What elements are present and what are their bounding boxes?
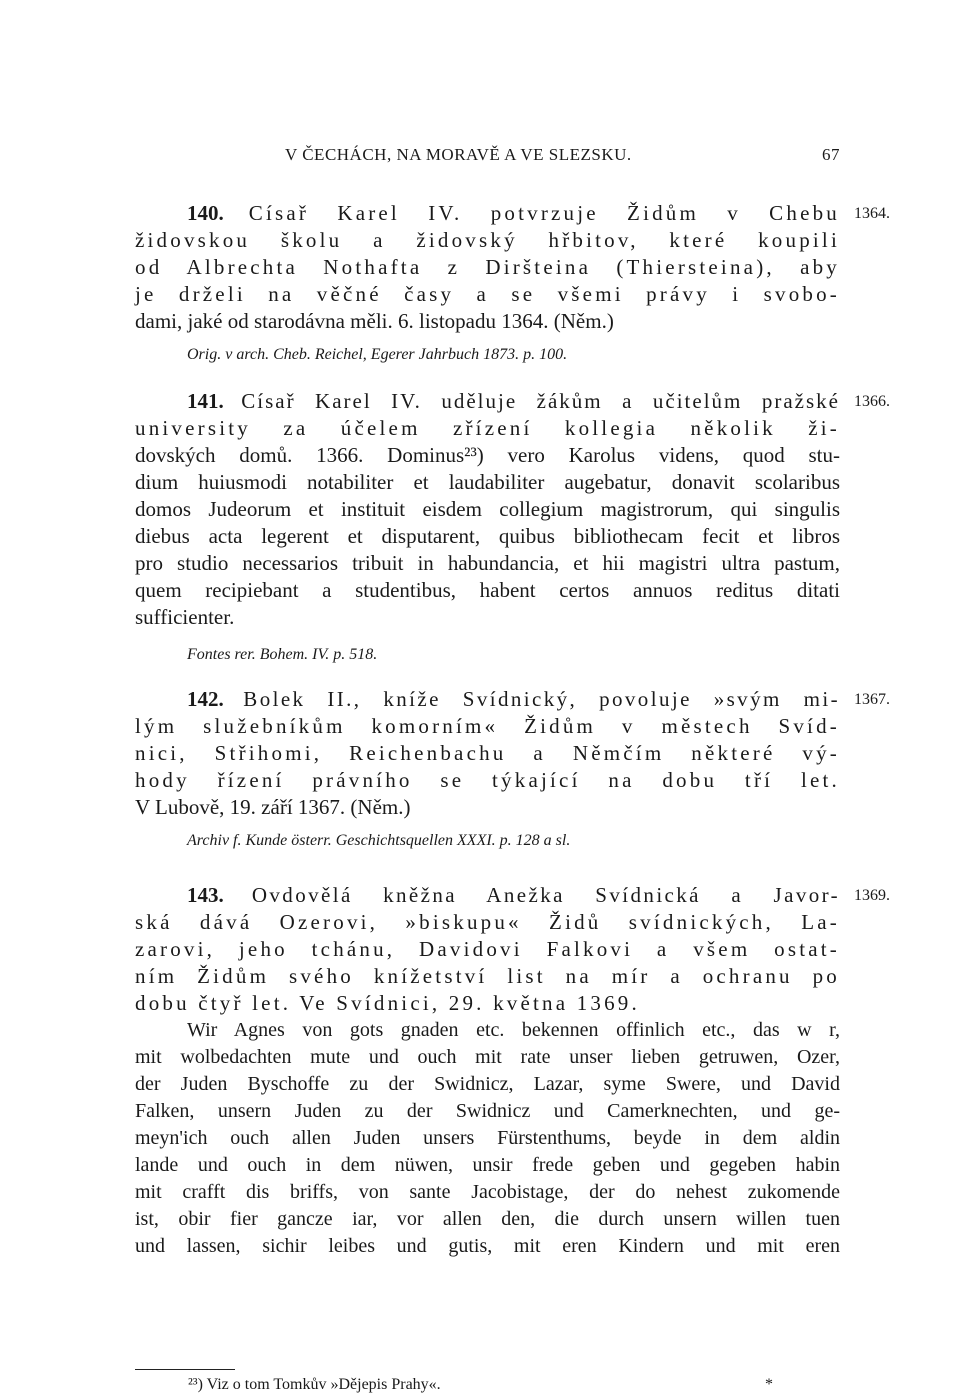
- charter-line: mit crafft dis briffs, von sante Jacobistage, der do nehest zukomende: [135, 1181, 840, 1203]
- source-reference: Orig. v arch. Cheb. Reichel, Egerer Jahrbuch 1873. p. 100.: [187, 346, 568, 363]
- footnote: ²³) Viz o tom Tomkův »Dějepis Prahy«.: [188, 1376, 441, 1393]
- entry-year: 1366.: [854, 393, 890, 410]
- charter-line: Wir Agnes von gots gnaden etc. bekennen offinlich etc., das w r,: [187, 1019, 840, 1041]
- entry-line: dium huiusmodi notabiliter et laudabiliter augebatur, donavit scolaribus: [135, 470, 840, 494]
- entry-line: židovskou školu a židovský hřbitov, které koupili: [135, 228, 840, 252]
- entry-line: ská dává Ozerovi, »biskupu« Židů svídnických, La-: [135, 910, 840, 934]
- charter-line: meyn'ich ouch allen Juden unsers Fürstenthums, beyde in dem aldin: [135, 1127, 840, 1149]
- page-number: 67: [822, 145, 840, 164]
- charter-line: und lassen, sichir leibes und gutis, mit eren Kindern und mit eren: [135, 1235, 840, 1257]
- entry-line: nici, Střihomi, Reichenbachu a Němčím některé vý-: [135, 741, 840, 765]
- header-title: V ČECHÁCH, NA MORAVĚ A VE SLEZSKU.: [285, 145, 632, 164]
- entry-line: dami, jaké od starodávna měli. 6. listopadu 1364. (Něm.): [135, 309, 614, 333]
- entry-line: 142. Bolek II., kníže Svídnický, povoluje »svým mi-: [187, 687, 841, 711]
- entry-year: 1364.: [854, 205, 890, 222]
- entry-line: dobu čtyř let. Ve Svídnici, 29. května 1369.: [135, 991, 640, 1015]
- entry-line: dovských domů. 1366. Dominus²³) vero Karolus videns, quod stu-: [135, 443, 840, 467]
- entry-line: zarovi, jeho tchánu, Davidovi Falkovi a všem ostat-: [135, 937, 840, 961]
- entry-number: 141.: [187, 389, 224, 413]
- entry-line: 143. Ovdovělá kněžna Anežka Svídnická a Javor-: [187, 883, 841, 907]
- entry-line: ním Židům svého knížetství list na mír a ochranu po: [135, 964, 840, 988]
- page-mark: *: [765, 1376, 773, 1393]
- entry-line: domos Judeorum et instituit eisdem collegium magistrorum, qui singulis: [135, 497, 840, 521]
- entry-line: je drželi na věčné časy a se všemi právy i svobo-: [135, 282, 840, 306]
- entry-line: diebus acta legerent et disputarent, quibus bibliothecam fecit et libros: [135, 524, 840, 548]
- source-reference: Fontes rer. Bohem. IV. p. 518.: [187, 646, 378, 663]
- entry-line: university za účelem zřízení kollegia několik ži-: [135, 416, 840, 440]
- entry-line: od Albrechta Nothafta z Diršteina (Thiersteina), aby: [135, 255, 840, 279]
- entry-line: pro studio necessarios tribuit in habundancia, et hii magistri ultra pastum,: [135, 551, 840, 575]
- entry-140: [135, 200, 890, 368]
- entry-number: 140.: [187, 201, 224, 225]
- entry-142: [135, 686, 890, 854]
- charter-line: lande und ouch in dem nüwen, unsir frede geben und gegeben habin: [135, 1154, 840, 1176]
- charter-line: Falken, unsern Juden zu der Swidnicz und Camerknechten, und ge-: [135, 1100, 840, 1122]
- entry-line: lým služebníkům komorním« Židům v městech Svíd-: [135, 714, 840, 738]
- charter-line: ist, obir fier gancze iar, vor allen den, die durch unsern willen tuen: [135, 1208, 840, 1230]
- entry-line: 140. Císař Karel IV. potvrzuje Židům v Chebu: [187, 201, 841, 225]
- entry-line: hody řízení právního se týkající na dobu tří let.: [135, 768, 840, 792]
- source-reference: Archiv f. Kunde österr. Geschichtsquellen XXXI. p. 128 a sl.: [187, 832, 571, 849]
- entry-number: 143.: [187, 883, 224, 907]
- footnote-divider: [135, 1369, 235, 1370]
- entry-year: 1369.: [854, 887, 890, 904]
- entry-line: quem recipiebant a studentibus, habent certos annuos reditus ditati: [135, 578, 840, 602]
- entry-line: 141. Císař Karel IV. uděluje žákům a učitelům pražské: [187, 389, 840, 413]
- entry-number: 142.: [187, 687, 224, 711]
- entry-143: [135, 882, 890, 1260]
- entry-141: [135, 388, 890, 668]
- entry-line: V Lubově, 19. září 1367. (Něm.): [135, 795, 411, 819]
- latin-charter-text: [135, 1017, 840, 1260]
- entry-line: sufficienter.: [135, 605, 235, 629]
- entry-year: 1367.: [854, 691, 890, 708]
- charter-line: der Juden Byschoffe zu der Swidnicz, Lazar, syme Swere, und David: [135, 1073, 840, 1095]
- charter-line: mit wolbedachten mute und ouch mit rate unser lieben getruwen, Ozer,: [135, 1046, 840, 1068]
